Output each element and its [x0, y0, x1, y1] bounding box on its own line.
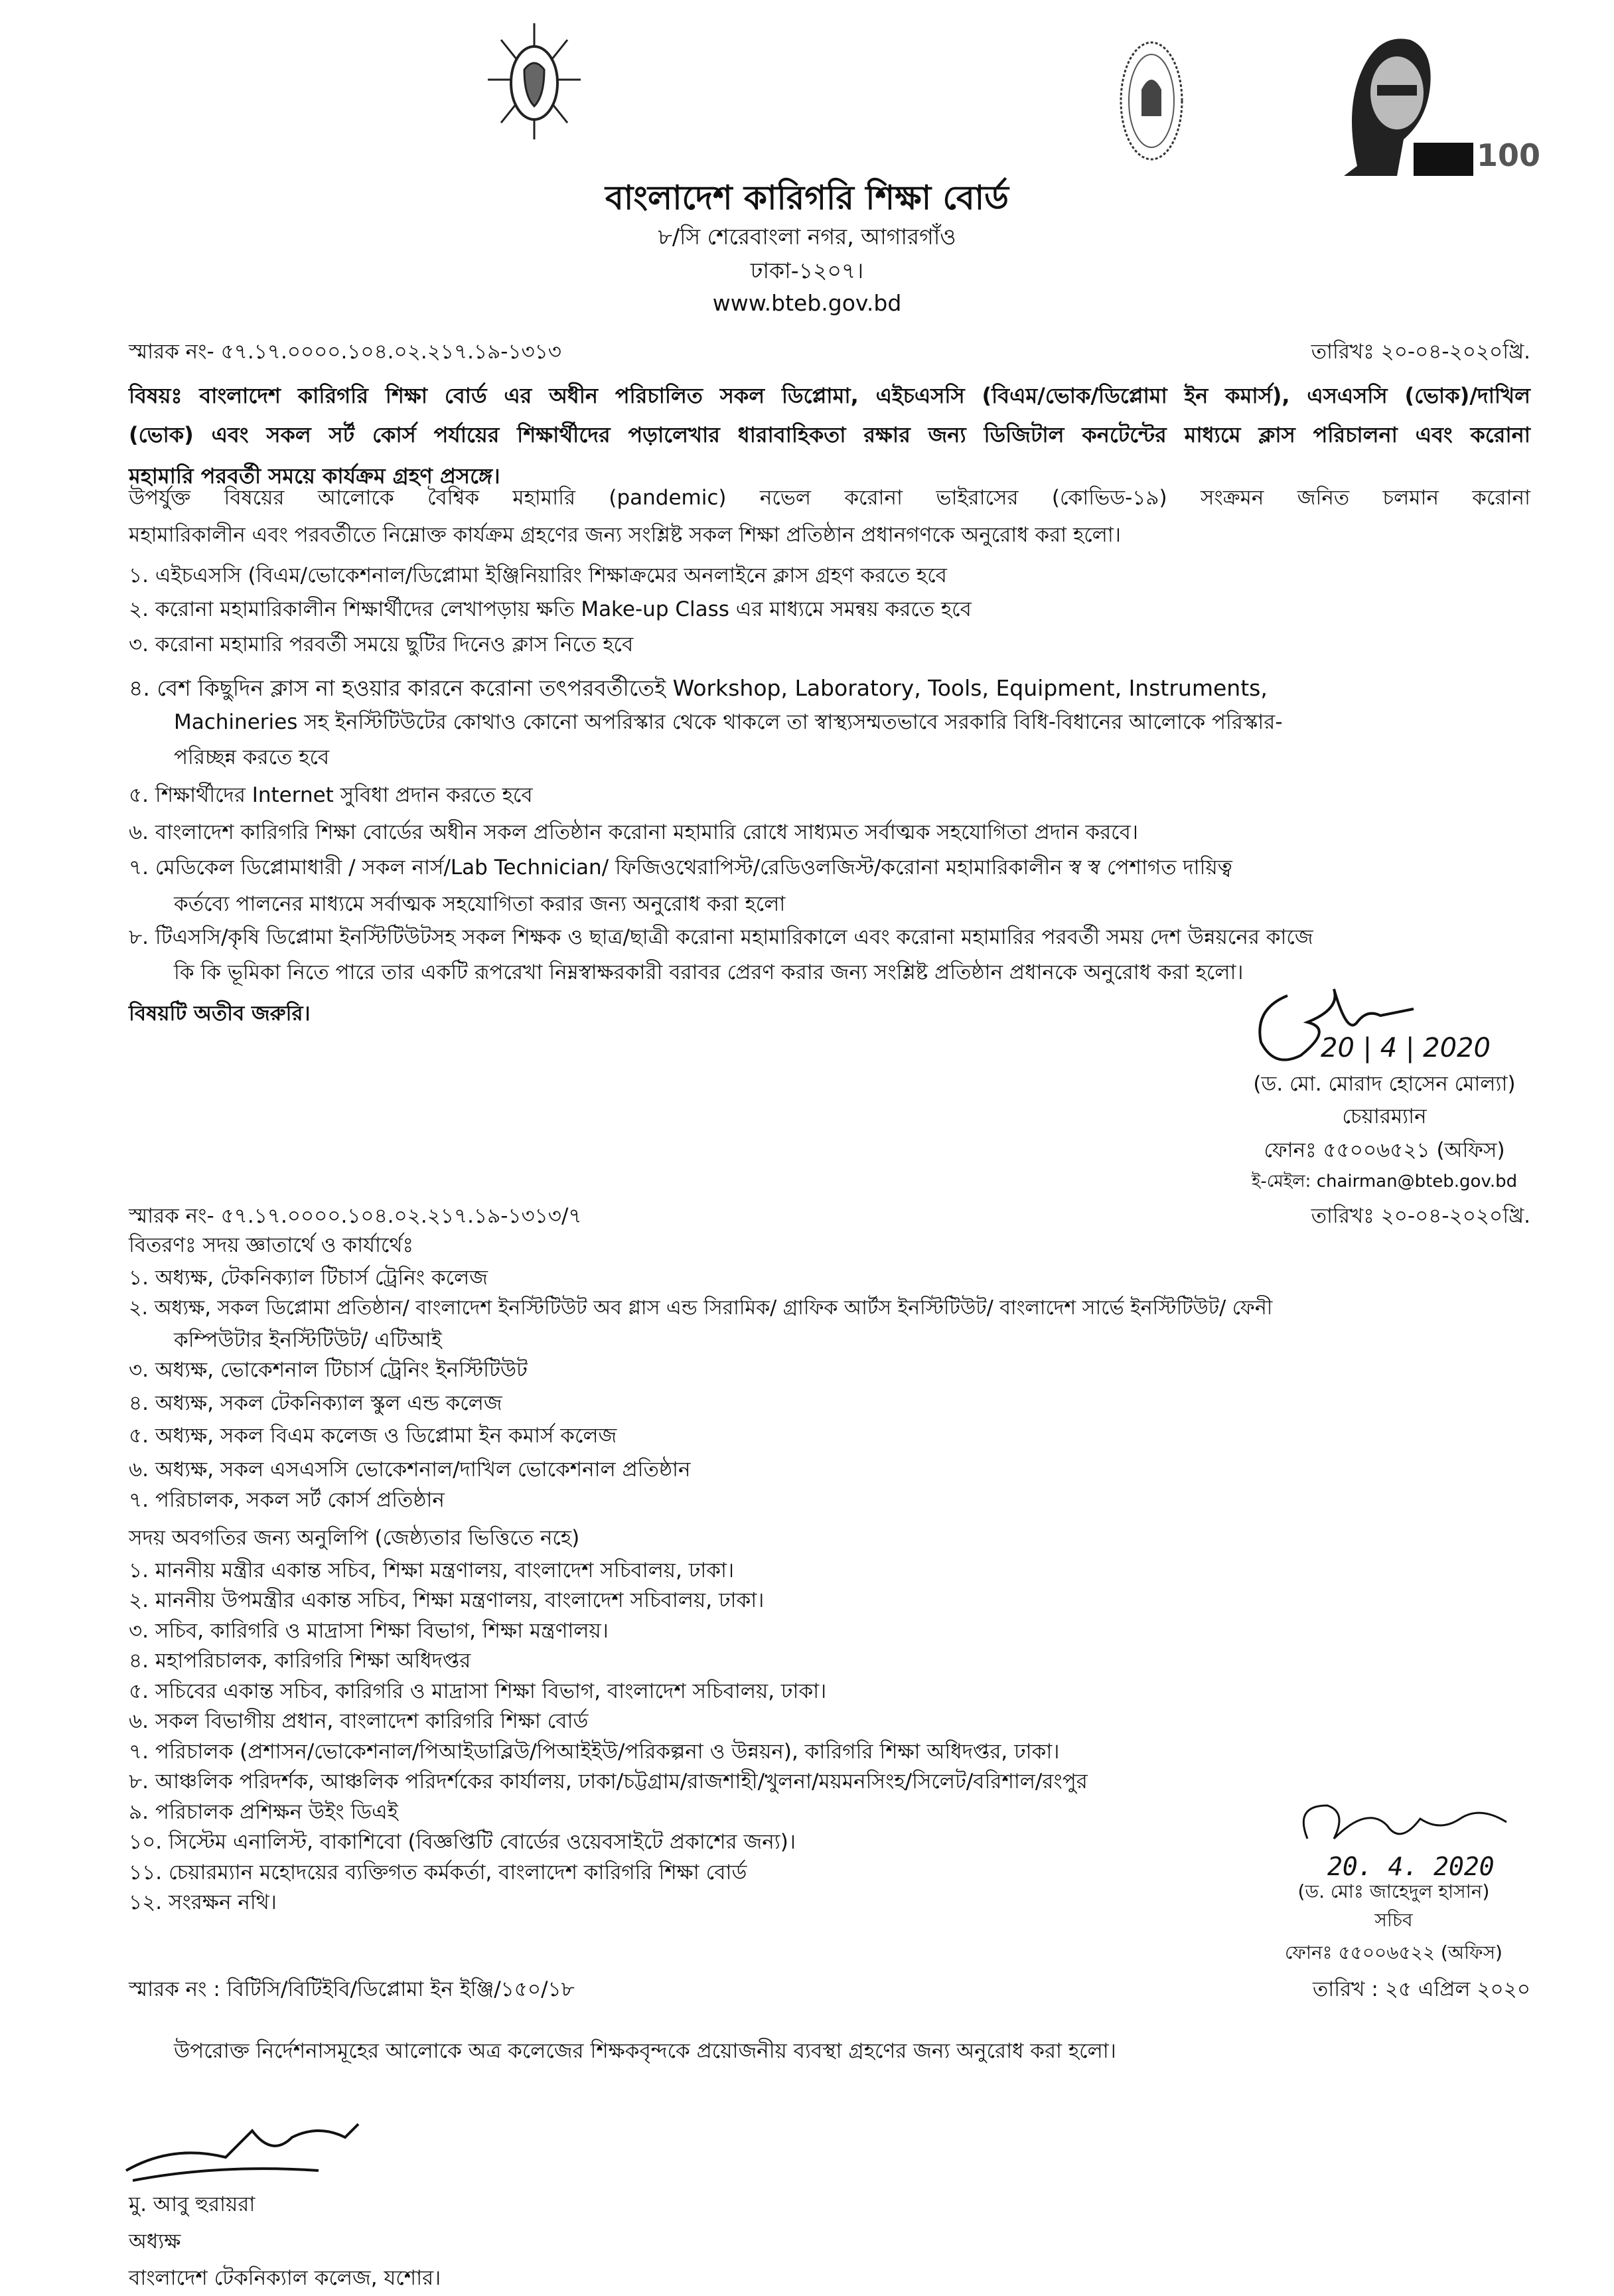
distribution-item: ৩. অধ্যক্ষ, ভোকেশনাল টিচার্স ট্রেনিং ইনস্টিটিউট: [129, 1358, 528, 1382]
memo-ref: স্মারক নং- ৫৭.১৭.০০০০.১০৪.০২.২১৭.১৯-১৩১৩: [129, 340, 561, 364]
signatory-name: মু. আবু হুরায়রা: [129, 2192, 256, 2216]
signatory-phone: ফোনঃ ৫৫০০৬৫২১ (অফিস): [1264, 1138, 1505, 1162]
signatory-name: (ড. মোঃ জাহেদুল হাসান): [1297, 1880, 1490, 1902]
bteb-seal: [1118, 40, 1185, 163]
signatory-title: চেয়ারম্যান: [1342, 1105, 1427, 1128]
distribution-item: ২. অধ্যক্ষ, সকল ডিপ্লোমা প্রতিষ্ঠান/ বাংলাদেশ ইনস্টিটিউট অব গ্লাস এন্ড সিরামিক/ গ্রাফিক আর্টস ইনস্টিটিউট/ বাংলাদেশ সার্ভে ইনস্টিটিউট/ ফেনী: [129, 1296, 1273, 1320]
distribution-item: ৬. অধ্যক্ষ, সকল এসএসসি ভোকেশনাল/দাখিল ভোকেশনাল প্রতিষ্ঠান: [129, 1458, 691, 1482]
handwritten-date: 20. 4. 2020: [1327, 1852, 1495, 1881]
copy-item: ১০. সিস্টেম এনালিস্ট, বাকাশিবো (বিজ্ঞপ্তিটি বোর্ডের ওয়েবসাইটে প্রকাশের জন্য)।: [129, 1830, 796, 1854]
page-title: বাংলাদেশ কারিগরি শিক্ষা বোর্ড: [605, 179, 1009, 217]
copy-item: ৩. সচিব, কারিগরি ও মাদ্রাসা শিক্ষা বিভাগ, শিক্ষা মন্ত্রণালয়।: [129, 1619, 609, 1643]
signatory-email: ই-মেইল: chairman@bteb.gov.bd: [1251, 1172, 1518, 1191]
closing-paragraph: উপরোক্ত নির্দেশনাসমূহের আলোকে অত্র কলেজের শিক্ষকবৃন্দকে প্রয়োজনীয় ব্যবস্থা গ্রহণের জন্য অনুরোধ করা হলো।: [174, 2039, 1116, 2063]
copy-item: ২. মাননীয় উপমন্ত্রীর একান্ত সচিব, শিক্ষা মন্ত্রণালয়, বাংলাদেশ সচিবালয়, ঢাকা।: [129, 1588, 765, 1612]
website-link[interactable]: www.bteb.gov.bd: [712, 290, 902, 316]
directive-item-cont: Machineries সহ ইনস্টিটিউটের কোথাও কোনো অপরিস্কার থেকে থাকলে তা স্বাস্থ্যসম্মতভাবে সরকারি বিধি-বিধানের আলোকে পরিস্কার-: [174, 710, 1283, 734]
subject-line: (ভোক) এবং সকল সর্ট কোর্স পর্যায়ের শিক্ষার্থীদের পড়ালেখার ধারাবাহিকতা রক্ষার জন্য ডিজিটাল কনটেন্টের মাধ্যমে ক্লাস পরিচালনা এবং করোনা: [129, 422, 1530, 447]
signatory-institution: বাংলাদেশ টেকনিক্যাল কলেজ, যশোর।: [129, 2266, 441, 2290]
intro-line: উপর্যুক্ত বিষয়ের আলোকে বৈশ্বিক মহামারি (pandemic) নভেল করোনা ভাইরাসের (কোভিড-১৯) সংক্রমন জনিত চলমান করোনা: [129, 486, 1530, 510]
memo-date: তারিখঃ ২০-০৪-২০২০খ্রি.: [1311, 1204, 1530, 1228]
subject-line: বিষয়ঃ বাংলাদেশ কারিগরি শিক্ষা বোর্ড এর অধীন পরিচালিত সকল ডিপ্লোমা, এইচএসসি (বিএম/ভোক/ডিপ্লোমা ইন কমার্স), এসএসসি (ভোক)/দাখিল: [129, 383, 1530, 408]
copy-item: ৮. আঞ্চলিক পরিদর্শক, আঞ্চলিক পরিদর্শকের কার্যালয়, ঢাকা/চট্টগ্রাম/রাজশাহী/খুলনা/ময়মনসিংহ/সিলেট/বরিশাল/রংপুর: [129, 1770, 1088, 1794]
handwritten-date: 20 | 4 | 2020: [1321, 1033, 1491, 1063]
secretary-signature: [1287, 1792, 1566, 1885]
principal-signature: [119, 2117, 398, 2190]
directive-item-cont: কি কি ভূমিকা নিতে পারে তার একটি রূপরেখা নিম্নস্বাক্ষরকারী বরাবর প্রেরণ করার জন্য সংশ্লিষ্ট প্রতিষ্ঠান প্রধানকে অনুরোধ করা হলো।: [174, 960, 1244, 984]
mujib-borsho-logo: [1317, 27, 1541, 176]
subject-line: মহামারি পরবর্তী সময়ে কার্যক্রম গ্রহণ প্রসঙ্গে।: [129, 463, 500, 489]
copy-item: ১২. সংরক্ষন নথি।: [129, 1890, 277, 1914]
address-line-1: ৮/সি শেরেবাংলা নগর, আগারগাঁও: [658, 224, 956, 250]
memo-ref: স্মারক নং : বিটিসি/বিটিইবি/ডিপ্লোমা ইন ইঞ্জি/১৫০/১৮: [129, 1977, 575, 2001]
copies-heading: সদয় অবগতির জন্য অনুলিপি (জেষ্ঠ্যতার ভিত্তিতে নহে): [129, 1526, 580, 1550]
chairman-signature: [1241, 982, 1613, 1075]
address-line-2: ঢাকা-১২০৭।: [750, 258, 864, 283]
copy-item: ৭. পরিচালক (প্রশাসন/ভোকেশনাল/পিআইডাব্লিউ/পিআইইউ/পরিকল্পনা ও উন্নয়ন), কারিগরি শিক্ষা অধিদপ্তর, ঢাকা।: [129, 1740, 1060, 1764]
portrait-image: [1317, 27, 1541, 176]
memo-date: তারিখঃ ২০-০৪-২০২০খ্রি.: [1311, 340, 1530, 364]
distribution-heading: বিতরণঃ সদয় জ্ঞাতার্থে ও কার্যার্থেঃ: [129, 1233, 413, 1257]
memo-date: তারিখ : ২৫ এপ্রিল ২০২০: [1313, 1977, 1530, 2001]
directive-item: ৩. করোনা মহামারি পরবর্তী সময়ে ছুটির দিনেও ক্লাস নিতে হবে: [129, 633, 634, 656]
signatory-title: সচিব: [1374, 1909, 1413, 1931]
directive-item: ৫. শিক্ষার্থীদের Internet সুবিধা প্রদান করতে হবে: [129, 783, 533, 807]
directive-item-cont: পরিচ্ছন্ন করতে হবে: [174, 745, 330, 769]
copy-item: ৬. সকল বিভাগীয় প্রধান, বাংলাদেশ কারিগরি শিক্ষা বোর্ড: [129, 1709, 589, 1733]
distribution-item: ৭. পরিচালক, সকল সর্ট কোর্স প্রতিষ্ঠান: [129, 1488, 445, 1512]
urgent-note: বিষয়টি অতীব জরুরি।: [129, 1002, 311, 1026]
distribution-item: ৪. অধ্যক্ষ, সকল টেকনিক্যাল স্কুল এন্ড কলেজ: [129, 1391, 502, 1415]
distribution-item: ৫. অধ্যক্ষ, সকল বিএম কলেজ ও ডিপ্লোমা ইন কমার্স কলেজ: [129, 1424, 617, 1448]
copy-item: ৫. সচিবের একান্ত সচিব, কারিগরি ও মাদ্রাসা শিক্ষা বিভাগ, বাংলাদেশ সচিবালয়, ঢাকা।: [129, 1679, 827, 1703]
svg-text:100: 100: [1477, 137, 1541, 173]
copy-item: ১১. চেয়ারম্যান মহোদয়ের ব্যক্তিগত কর্মকর্তা, বাংলাদেশ কারিগরি শিক্ষা বোর্ড: [129, 1861, 747, 1884]
intro-line: মহামারিকালীন এবং পরবর্তীতে নিম্নোক্ত কার্যক্রম গ্রহণের জন্য সংশ্লিষ্ট সকল শিক্ষা প্রতিষ্ঠান প্রধানগণকে অনুরোধ করা হলো।: [129, 523, 1121, 547]
directive-item: ২. করোনা মহামারিকালীন শিক্ষার্থীদের লেখাপড়ায় ক্ষতি Make-up Class এর মাধ্যমে সমন্বয় করতে হবে: [129, 597, 972, 621]
distribution-item: ১. অধ্যক্ষ, টেকনিক্যাল টিচার্স ট্রেনিং কলেজ: [129, 1266, 488, 1290]
copy-item: ৪. মহাপরিচালক, কারিগরি শিক্ষা অধিদপ্তর: [129, 1649, 471, 1673]
copy-item: ১. মাননীয় মন্ত্রীর একান্ত সচিব, শিক্ষা মন্ত্রণালয়, বাংলাদেশ সচিবালয়, ঢাকা।: [129, 1559, 735, 1582]
signatory-name: (ড. মো. মোরাদ হোসেন মোল্যা): [1253, 1072, 1516, 1096]
directive-item: ১. এইচএসসি (বিএম/ভোকেশনাল/ডিপ্লোমা ইঞ্জিনিয়ারিং শিক্ষাক্রমের অনলাইনে ক্লাস গ্রহণ করতে হবে: [129, 564, 947, 587]
directive-item-cont: কর্তব্যে পালনের মাধ্যমে সর্বাত্মক সহযোগিতা করার জন্য অনুরোধ করা হলো: [174, 892, 786, 916]
directive-item: ৪. বেশ কিছুদিন ক্লাস না হওয়ার কারনে করোনা তৎপরবর্তীতেই Workshop, Laboratory, Tools, Equipment, Instruments,: [129, 675, 1268, 701]
signatory-phone: ফোনঃ ৫৫০০৬৫২২ (অফিস): [1285, 1942, 1503, 1963]
distribution-item-cont: কম্পিউটার ইনস্টিটিউট/ এটিআই: [174, 1328, 442, 1352]
directive-item: ৮. টিএসসি/কৃষি ডিপ্লোমা ইনস্টিটিউটসহ সকল শিক্ষক ও ছাত্র/ছাত্রী করোনা মহামারিকালে এবং করোনা মহামারির পরবর্তী সময় দেশ উন্নয়নের কাজে: [129, 925, 1313, 949]
signatory-title: অধ্যক্ষ: [129, 2230, 181, 2254]
directive-item: ৭. মেডিকেল ডিপ্লোমাধারী / সকল নার্স/Lab Technician/ ফিজিওথেরাপিস্ট/রেডিওলজিস্ট/করোনা মহামারিকালীন স্ব স্ব পেশাগত দায়িত্ব: [129, 856, 1232, 880]
memo-ref: স্মারক নং- ৫৭.১৭.০০০০.১০৪.০২.২১৭.১৯-১৩১৩/৭: [129, 1204, 582, 1228]
government-emblem: [488, 23, 581, 139]
copy-item: ৯. পরিচালক প্রশিক্ষন উইং ডিএই: [129, 1800, 398, 1824]
directive-item: ৬. বাংলাদেশ কারিগরি শিক্ষা বোর্ডের অধীন সকল প্রতিষ্ঠান করোনা মহামারি রোধে সাধ্যমত সর্বাত্মক সহযোগিতা প্রদান করবে।: [129, 820, 1138, 844]
